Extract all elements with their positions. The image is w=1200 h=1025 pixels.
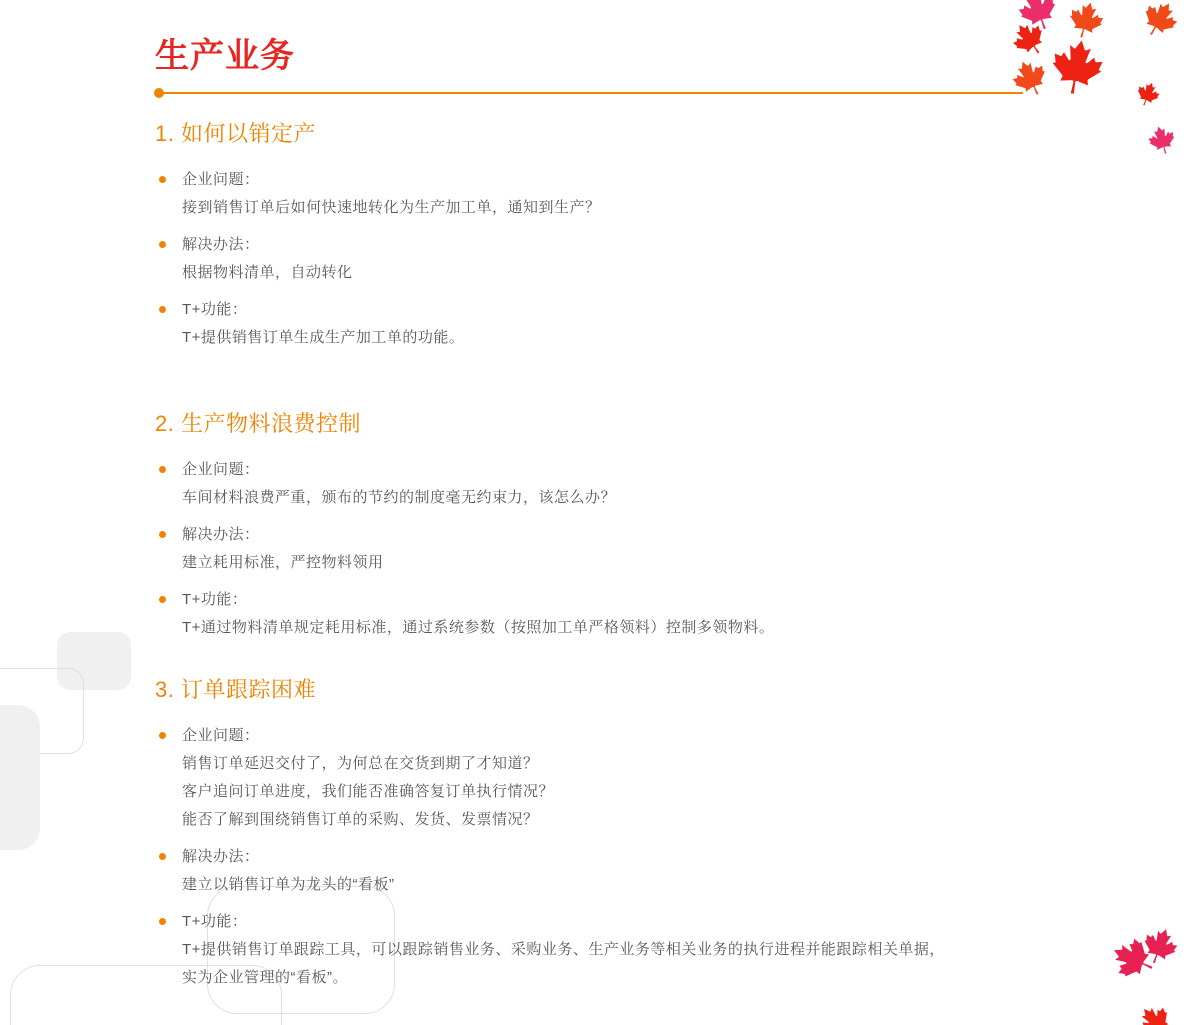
bullet-dot-icon: [159, 918, 166, 925]
bullet-item: [155, 908, 1035, 992]
bullet-dot-icon: [159, 596, 166, 603]
title-underline: [155, 92, 1023, 94]
bullet-item: [155, 296, 1035, 352]
bullet-dot-icon: [159, 176, 166, 183]
maple-leaf-icon: [1135, 0, 1184, 44]
bullet-item: [155, 843, 1035, 899]
item-line: 客户追问订单进度，我们能否准确答复订单执行情况？: [182, 783, 555, 800]
bullet-item: [155, 722, 1035, 834]
slide-content: [155, 36, 1035, 1001]
bullet-item: [155, 166, 1035, 222]
item-label: 解决办法：: [182, 526, 260, 543]
item-label: 企业问题：: [182, 727, 260, 744]
item-line: 车间材料浪费严重，颁布的节约的制度毫无约束力，该怎么办？: [182, 489, 617, 506]
item-line: T+提供销售订单生成生产加工单的功能。: [182, 329, 465, 346]
bullet-dot-icon: [159, 306, 166, 313]
maple-leaf-icon: [1046, 36, 1109, 99]
bullet-dot-icon: [159, 466, 166, 473]
bullet-item: [155, 521, 1035, 577]
bullet-item: [155, 456, 1035, 512]
section-how-to-produce-by-sales: [155, 120, 1035, 352]
deco-rounded-square: [0, 705, 40, 850]
item-label: T+功能：: [182, 591, 248, 608]
bullet-item: [155, 231, 1035, 287]
maple-leaf-icon: [1133, 79, 1164, 110]
bullet-dot-icon: [159, 241, 166, 248]
item-label: 解决办法：: [182, 236, 260, 253]
item-line: 能否了解到围绕销售订单的采购、发货、发票情况？: [182, 811, 539, 828]
item-line: 实为企业管理的“看板”。: [182, 969, 348, 986]
section-heading: 3. 订单跟踪困难: [155, 677, 316, 702]
maple-leaf-icon: [1145, 123, 1179, 157]
bullet-dot-icon: [159, 732, 166, 739]
item-line: 接到销售订单后如何快速地转化为生产加工单，通知到生产？: [182, 199, 601, 216]
section-heading: 1. 如何以销定产: [155, 121, 316, 146]
item-line: T+提供销售订单跟踪工具，可以跟踪销售业务、采购业务、生产业务等相关业务的执行进程并能跟踪相关单据，: [182, 941, 945, 958]
section-order-tracking-difficulty: [155, 676, 1035, 992]
item-line: 根据物料清单，自动转化: [182, 264, 353, 281]
page-title: 生产业务: [155, 37, 295, 75]
item-line: 销售订单延迟交付了，为何总在交货到期了才知道？: [182, 755, 539, 772]
title-underline-dot: [154, 88, 164, 98]
maple-leaf-icon: [1131, 998, 1179, 1025]
item-label: T+功能：: [182, 301, 248, 318]
item-label: 企业问题：: [182, 461, 260, 478]
item-label: 解决办法：: [182, 848, 260, 865]
section-heading: 2. 生产物料浪费控制: [155, 411, 361, 436]
section-material-waste-control: [155, 410, 1035, 642]
bullet-item: [155, 586, 1035, 642]
item-label: 企业问题：: [182, 171, 260, 188]
item-line: 建立以销售订单为龙头的“看板”: [182, 876, 395, 893]
bullet-dot-icon: [159, 531, 166, 538]
maple-leaf-icon: [1064, 0, 1108, 42]
bullet-dot-icon: [159, 853, 166, 860]
item-line: T+通过物料清单规定耗用标准，通过系统参数（按照加工单严格领料）控制多领物料。: [182, 619, 775, 636]
item-line: 建立耗用标准，严控物料领用: [182, 554, 384, 571]
item-label: T+功能：: [182, 913, 248, 930]
